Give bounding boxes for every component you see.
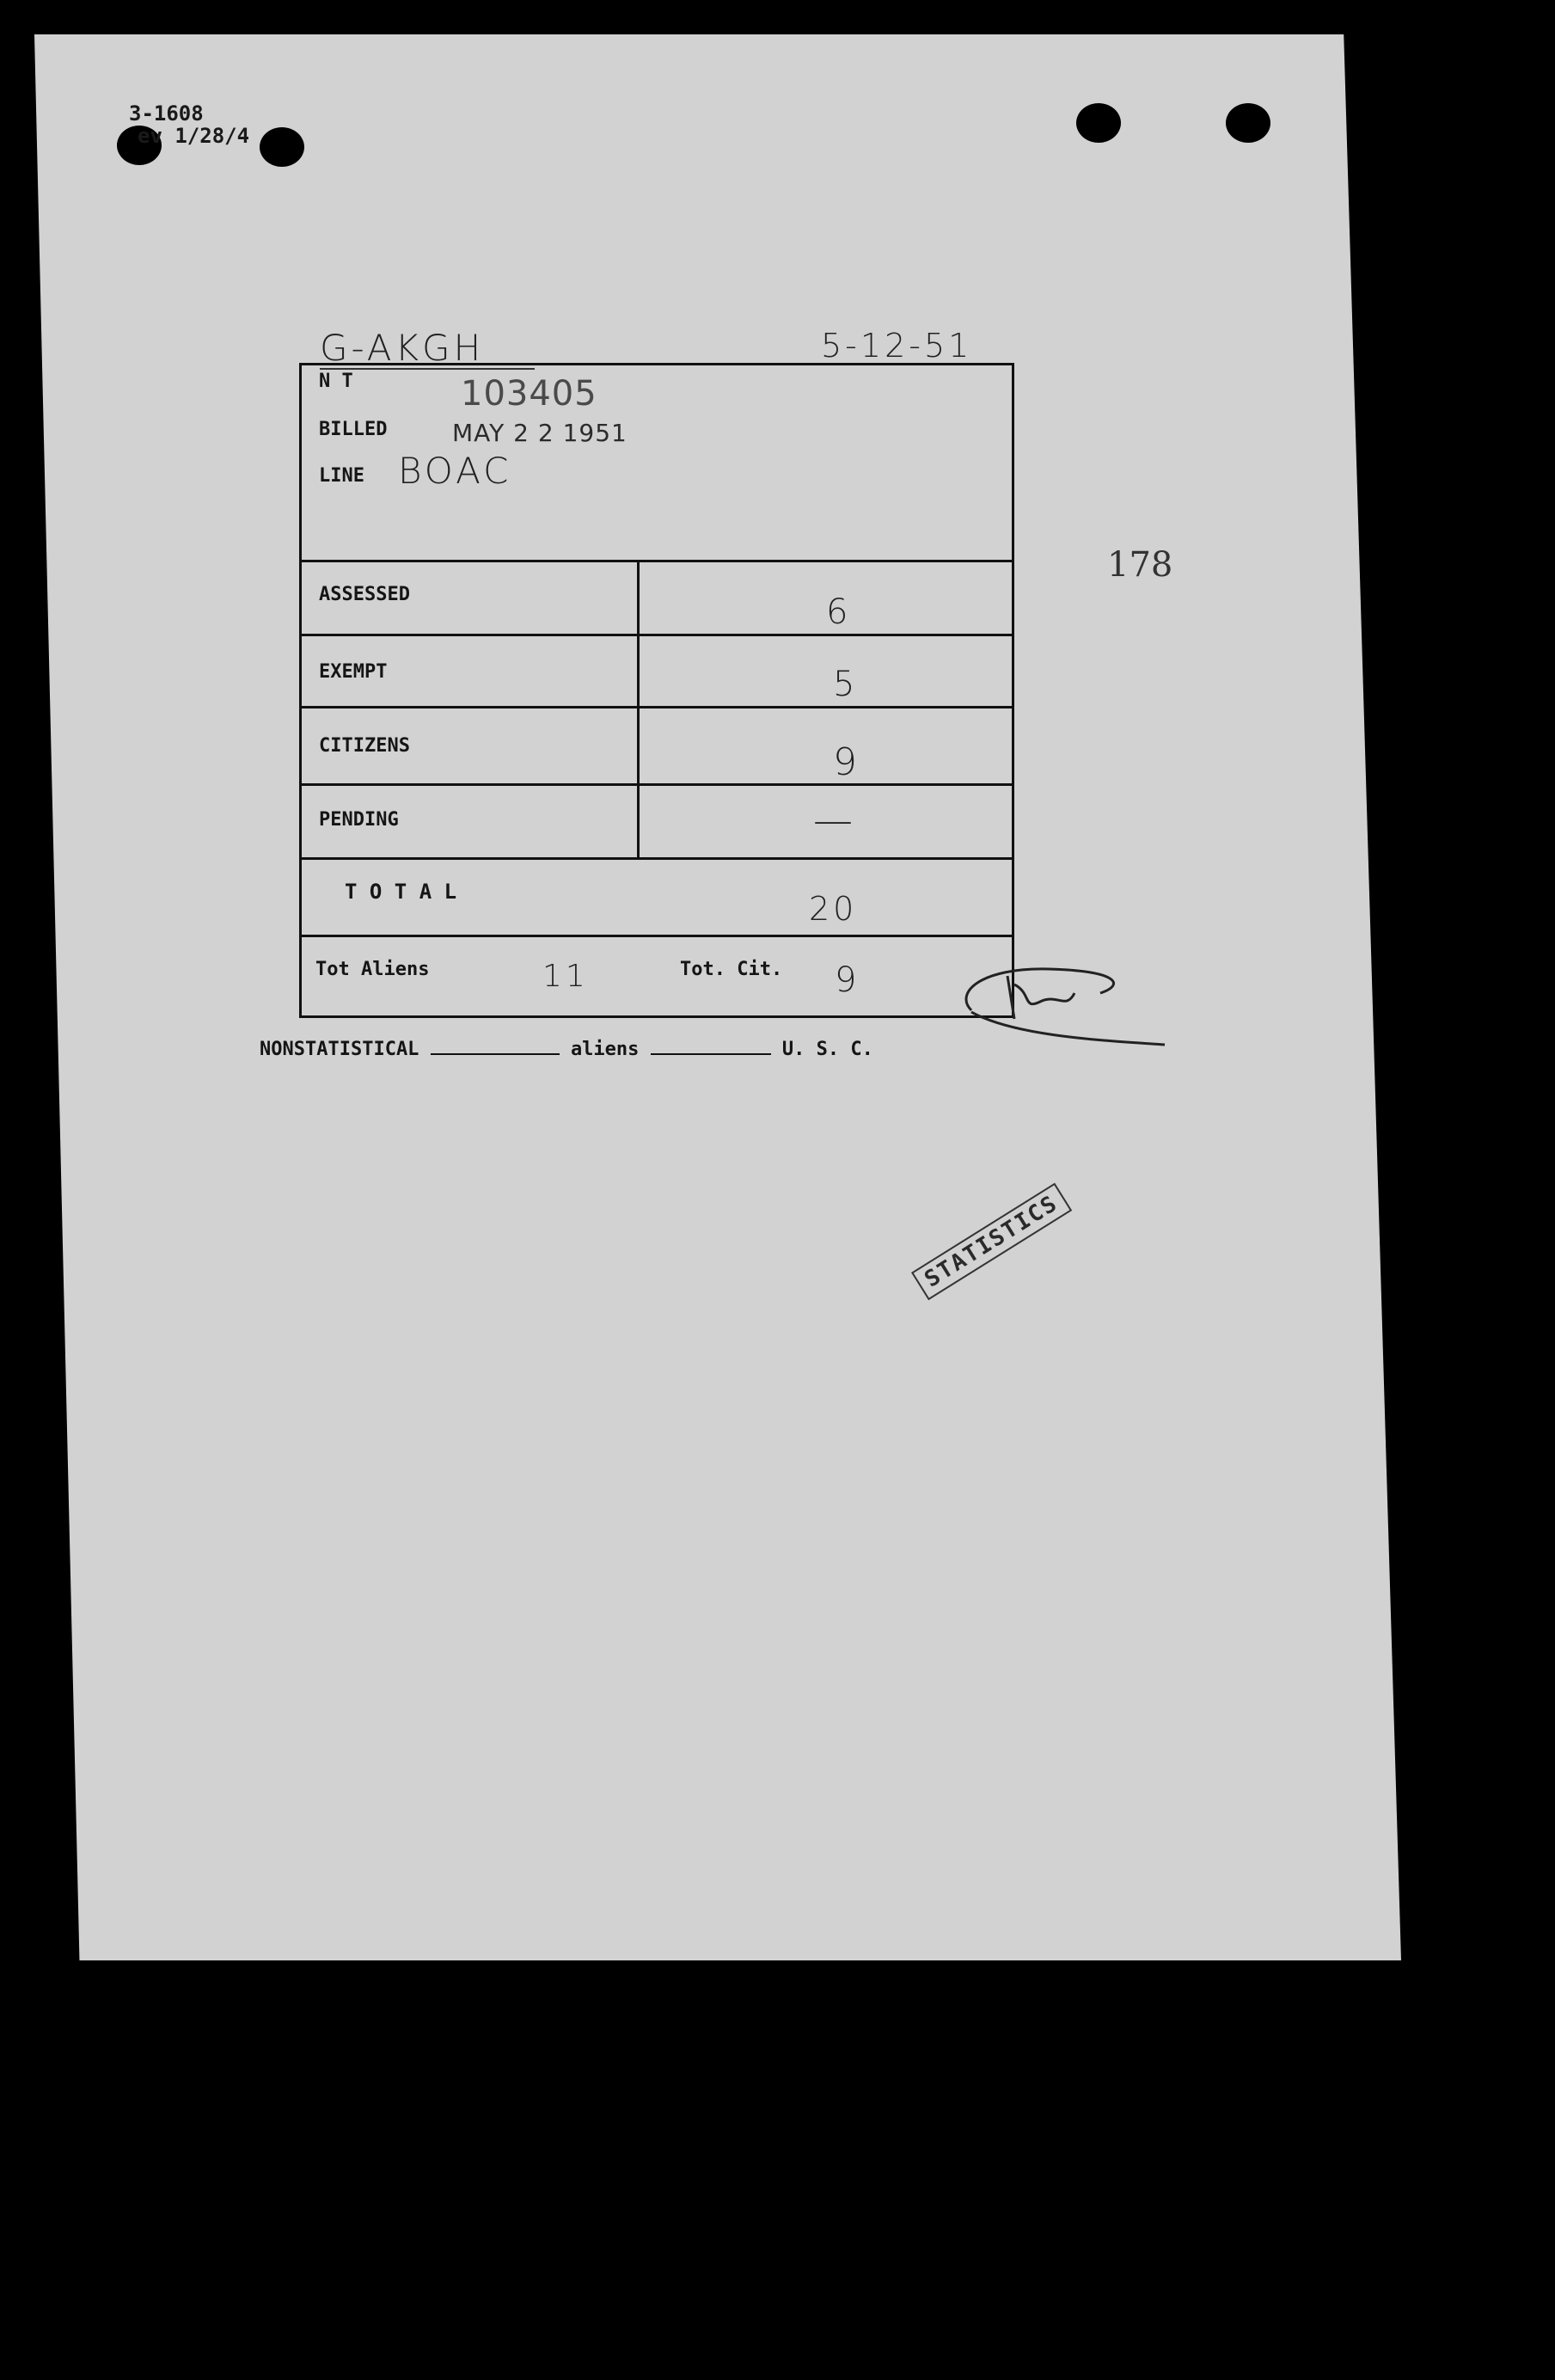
total-value: 20 — [809, 890, 858, 928]
punch-hole-right-2 — [1226, 103, 1270, 143]
citizens-value: 9 — [833, 740, 860, 784]
aircraft-registration: G-AKGH — [320, 327, 485, 369]
billed-date: MAY 2 2 1951 — [452, 419, 628, 447]
nt-number: 103405 — [461, 374, 597, 414]
usc-label: U. S. C. — [781, 1039, 873, 1060]
exempt-value: 5 — [833, 665, 859, 704]
tot-cit-label: Tot. Cit. — [680, 959, 783, 980]
billed-label: BILLED — [319, 419, 388, 440]
tot-aliens-value: 11 — [542, 959, 589, 994]
flight-date: 5-12-51 — [821, 327, 973, 365]
citizens-label: CITIZENS — [319, 735, 410, 757]
total-label: T O T A L — [345, 880, 457, 904]
statistics-stamp: STATISTICS — [911, 1183, 1072, 1300]
pending-label: PENDING — [319, 809, 399, 831]
nonstatistical-blank — [431, 1053, 560, 1055]
aliens-blank — [651, 1053, 771, 1055]
line-label: LINE — [319, 465, 364, 487]
line-value: BOAC — [398, 450, 512, 492]
nonstatistical-label: NONSTATISTICAL — [260, 1039, 419, 1060]
nt-label: N T — [319, 371, 353, 392]
aliens-label: aliens — [570, 1039, 640, 1060]
tot-cit-value: 9 — [835, 960, 860, 1000]
pending-value: — — [813, 797, 856, 843]
nonstatistical-line — [260, 1039, 873, 1060]
exempt-label: EXEMPT — [319, 661, 388, 683]
assessed-label: ASSESSED — [319, 584, 410, 605]
punch-hole-right-1 — [1076, 103, 1121, 143]
assessed-value: 6 — [826, 592, 852, 632]
tot-aliens-label: Tot Aliens — [315, 959, 430, 980]
punch-hole-left-2 — [260, 127, 304, 167]
passenger-summary-form — [299, 363, 1014, 1018]
form-code-line-1: 3-1608 — [129, 101, 204, 126]
form-code-line-2: ev 1/28/4 — [138, 124, 250, 148]
page-number: 178 — [1107, 545, 1173, 585]
handwritten-initials — [946, 959, 1169, 1053]
